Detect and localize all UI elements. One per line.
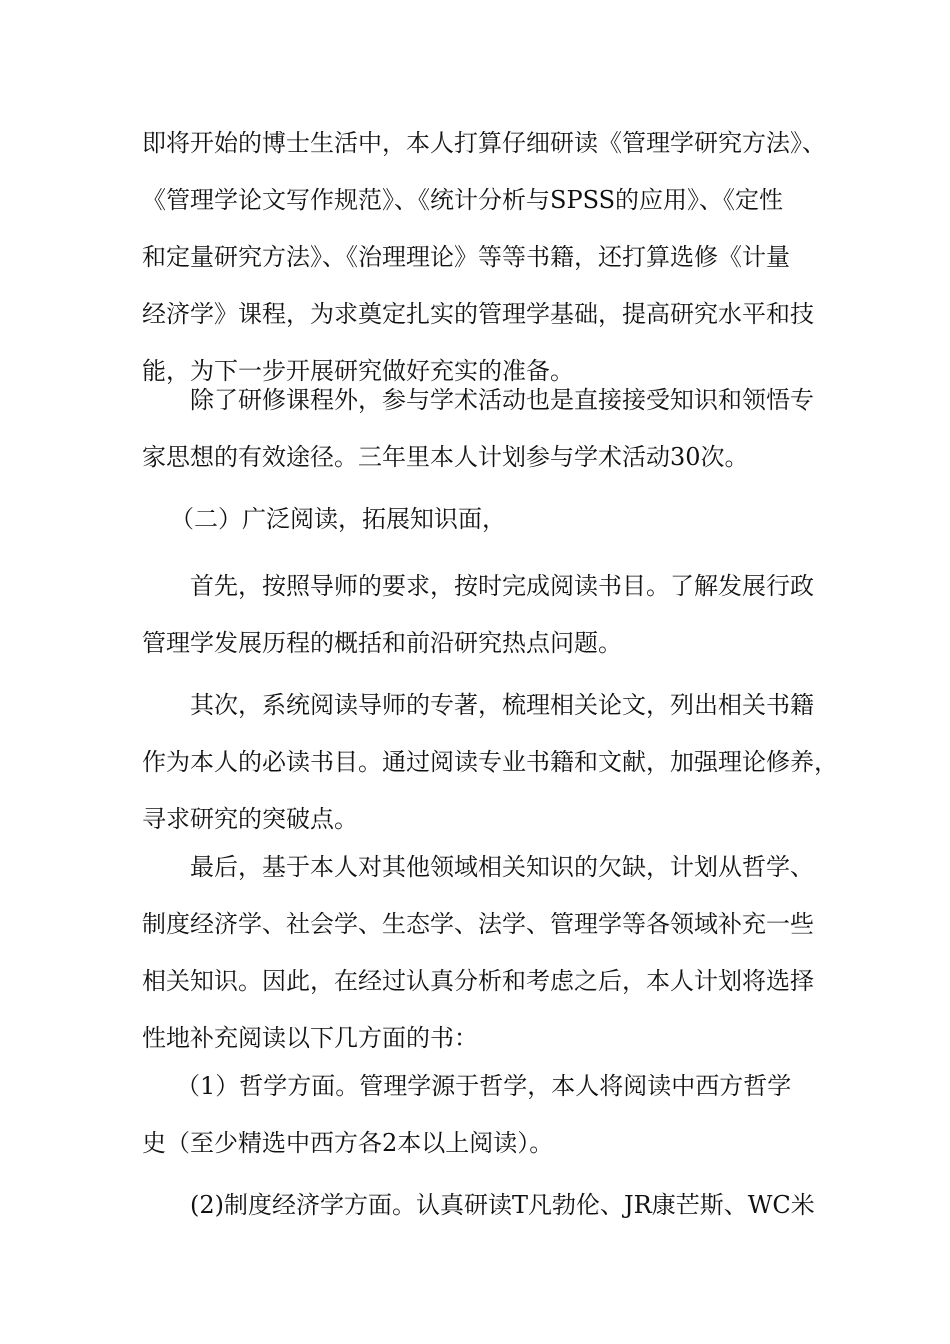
text-line: 除了研修课程外，参与学术活动也是直接接受知识和领悟专	[190, 386, 814, 414]
text-line: (2)制度经济学方面。认真研读T凡勃伦、JR康芒斯、WC米	[190, 1191, 815, 1219]
text-line: 《管理学论文写作规范》、《统计分析与SPSS的应用》、《定性	[142, 186, 784, 214]
text-line: 相关知识。因此，在经过认真分析和考虑之后，本人计划将选择	[142, 967, 814, 995]
text-line: 首先，按照导师的要求，按时完成阅读书目。了解发展行政	[190, 572, 814, 600]
text-line: 寻求研究的突破点。	[142, 805, 358, 833]
text-line: （1）哲学方面。管理学源于哲学，本人将阅读中西方哲学	[176, 1072, 792, 1100]
text-line: 史（至少精选中西方各2本以上阅读）。	[142, 1129, 554, 1157]
text-line: 最后，基于本人对其他领域相关知识的欠缺，计划从哲学、	[190, 853, 814, 881]
text-line: 作为本人的必读书目。通过阅读专业书籍和文献，加强理论修养，	[142, 748, 838, 776]
text-line: 能，为下一步开展研究做好充实的准备。	[142, 357, 574, 385]
text-line: 和定量研究方法》、《治理理论》等等书籍，还打算选修《计量	[142, 243, 790, 271]
text-line: 性地补充阅读以下几方面的书：	[142, 1024, 478, 1052]
text-line: 其次，系统阅读导师的专著，梳理相关论文，列出相关书籍	[190, 691, 814, 719]
text-line: 即将开始的博士生活中，本人打算仔细研读《管理学研究方法》、	[142, 129, 826, 157]
text-line: （二）广泛阅读，拓展知识面，	[170, 505, 506, 533]
text-line: 制度经济学、社会学、生态学、法学、管理学等各领域补充一些	[142, 910, 814, 938]
text-line: 管理学发展历程的概括和前沿研究热点问题。	[142, 629, 622, 657]
text-line: 家思想的有效途径。三年里本人计划参与学术活动30次。	[142, 443, 749, 471]
text-line: 经济学》课程，为求奠定扎实的管理学基础，提高研究水平和技	[142, 300, 814, 328]
